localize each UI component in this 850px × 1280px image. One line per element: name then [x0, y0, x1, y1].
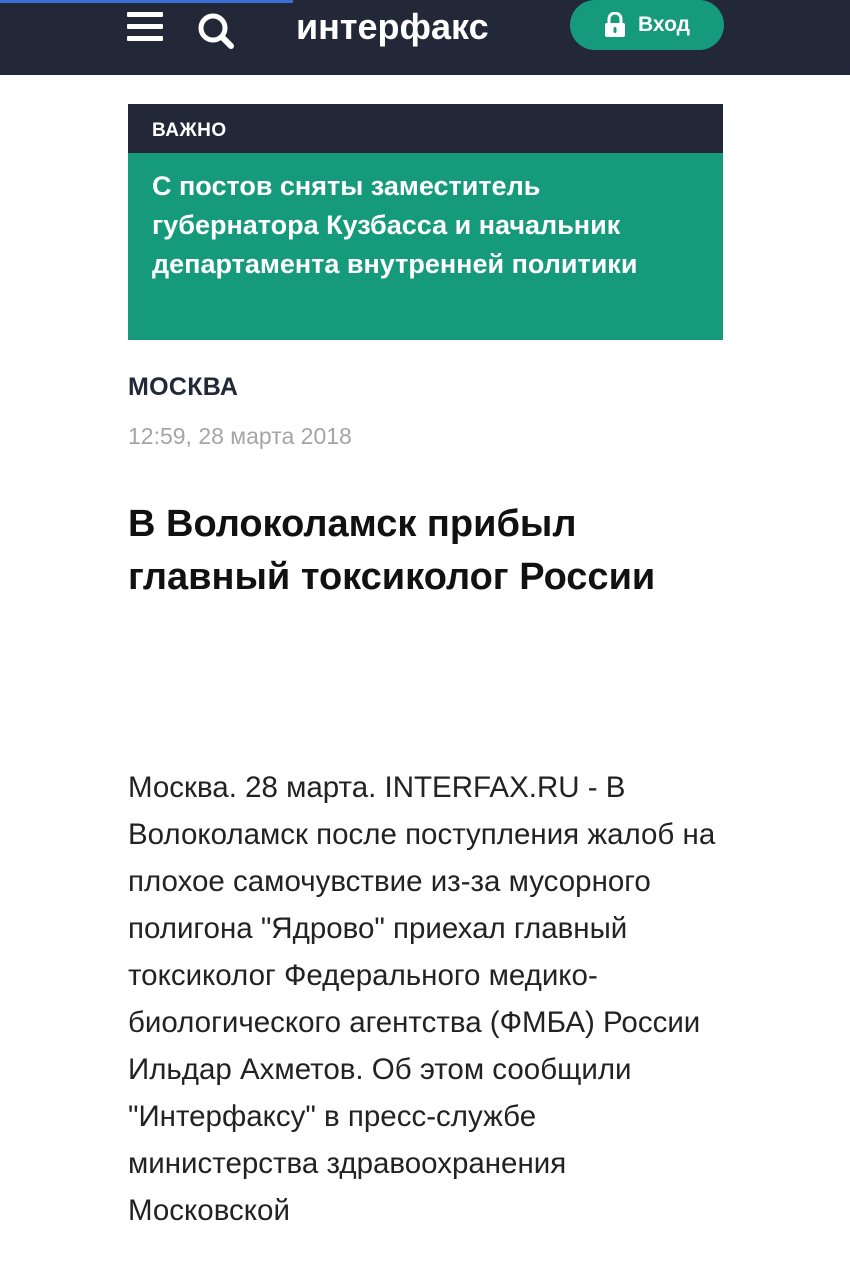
page-loading-progress [0, 0, 293, 3]
hamburger-menu-icon[interactable] [127, 10, 163, 44]
lock-icon [604, 12, 626, 38]
important-news-block [128, 104, 723, 340]
article-body-text: Москва. 28 марта. INTERFAX.RU - В Волоколамск после поступления жалоб на плохое самочувствие из-за мусорного полигона "Ядрово" приехал главный токсиколог Федерального медико-биологического агентства (ФМБА) России Ильдар Ахметов. Об этом сообщили "Интерфаксу" в пресс-службе министерства здравоохранения Московской [128, 771, 716, 1227]
article-city: МОСКВА [128, 373, 239, 401]
top-navigation-bar [0, 0, 850, 75]
login-button[interactable] [570, 0, 724, 50]
search-icon[interactable] [196, 10, 238, 52]
article-headline: В Волоколамск прибыл главный токсиколог России [128, 503, 656, 598]
interfax-logo[interactable] [296, 2, 526, 64]
logo-text: интерфакс [296, 6, 489, 47]
article-datetime: 12:59, 28 марта 2018 [128, 423, 352, 449]
login-button-label: Вход [638, 13, 690, 36]
important-news-link[interactable]: С постов сняты заместитель губернатора Кузбасса и начальник департамента внутренней политики [128, 153, 723, 340]
important-label: ВАЖНО [128, 104, 723, 153]
